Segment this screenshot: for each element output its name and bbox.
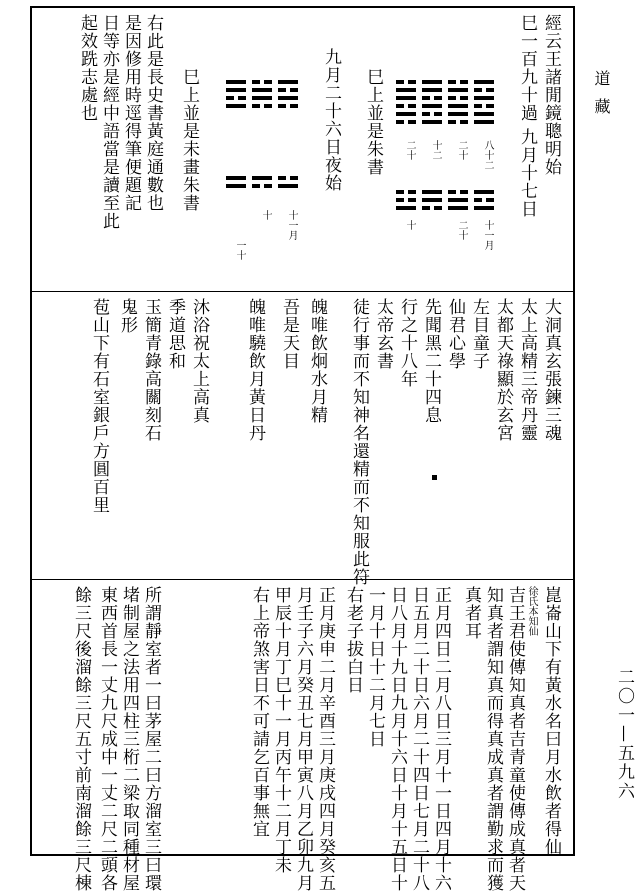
text-column: 甲辰十月丁巳十一月丙午十二月丁未 bbox=[271, 586, 291, 874]
text-column: 仙君心學 bbox=[445, 298, 465, 370]
hexagram-line bbox=[448, 198, 468, 202]
hexagram-line bbox=[474, 190, 494, 194]
text-column: 堵制屋之法用四柱三桁二梁取同種材屋 bbox=[119, 586, 139, 892]
text-column: 苞山下有石室銀戶方圓百里 bbox=[89, 298, 109, 514]
hexagram-line bbox=[474, 104, 494, 108]
hexagram-line bbox=[422, 190, 442, 194]
text-column: 左目童子 bbox=[469, 298, 489, 370]
hexagram-line bbox=[226, 96, 246, 100]
hexagram-line bbox=[278, 96, 298, 100]
text-column: 季道思和 bbox=[165, 298, 185, 370]
hexagram-line bbox=[448, 120, 468, 124]
hexagram-line bbox=[448, 88, 468, 92]
text-column: 知真者謂知真而得真成真者謂勤求而獲 bbox=[483, 586, 503, 892]
text-column: 玉簡青錄高關刻石 bbox=[141, 298, 161, 442]
hexagram-line bbox=[422, 206, 442, 210]
hexagram-line bbox=[474, 88, 494, 92]
chart-label: 二十 bbox=[404, 140, 415, 160]
text-column: 九月二十六日夜始 bbox=[321, 48, 341, 192]
ink-dot bbox=[432, 475, 437, 480]
hexagram-line bbox=[396, 80, 416, 84]
hexagram-chart-left bbox=[212, 80, 312, 270]
text-column: 所謂靜室者一曰茅屋二曰方溜室三曰環 bbox=[141, 586, 161, 892]
hexagram-line bbox=[226, 80, 246, 84]
hexagram-line bbox=[278, 80, 298, 84]
text-column: 正月庚申二月辛酉三月庚戌四月癸亥五 bbox=[315, 586, 335, 892]
text-column: 太都天祿顯於玄宮 bbox=[493, 298, 513, 442]
hexagram-line bbox=[252, 80, 272, 84]
text-column: 先聞黑二十四息 bbox=[421, 298, 441, 424]
hexagram-line bbox=[396, 88, 416, 92]
text-column: 魄唯驍飲月黃日丹 bbox=[245, 298, 265, 442]
hexagram-line bbox=[252, 184, 272, 188]
text-column: 起效跣志處也 bbox=[77, 14, 97, 122]
hexagram-line bbox=[396, 96, 416, 100]
hexagram-line bbox=[278, 104, 298, 108]
hexagram-line bbox=[396, 120, 416, 124]
hexagram-line bbox=[396, 198, 416, 202]
text-column: 徒行事而不知神名還精而不知服此符 bbox=[349, 298, 369, 586]
chart-label: 二十 bbox=[456, 140, 467, 160]
text-column: 巳一百九十過 bbox=[517, 14, 537, 122]
hexagram-line bbox=[396, 190, 416, 194]
hexagram-line bbox=[422, 88, 442, 92]
hexagram-line bbox=[474, 198, 494, 202]
hexagram-line bbox=[448, 96, 468, 100]
chart-label: 二十 bbox=[456, 220, 467, 240]
chart-label: 十二 bbox=[430, 140, 441, 160]
page-number: 二〇一—五九六 bbox=[614, 668, 634, 801]
hexagram-line bbox=[226, 184, 246, 188]
hexagram-line bbox=[448, 206, 468, 210]
text-column: 巳上並是朱書 bbox=[363, 68, 383, 176]
hexagram-line bbox=[252, 88, 272, 92]
hexagram-line bbox=[278, 88, 298, 92]
hexagram-line bbox=[396, 104, 416, 108]
text-column: 崑崙山下有黃水名曰月水飲者得仙 bbox=[541, 586, 561, 856]
hexagram-line bbox=[278, 184, 298, 188]
chart-label: 十 bbox=[404, 220, 415, 230]
text-column: 太上高精三帝丹靈 bbox=[517, 298, 537, 442]
text-column: 經云王諸閒鏡聰明始 bbox=[541, 14, 561, 176]
text-column: 鬼形 bbox=[117, 298, 137, 334]
hexagram-line bbox=[252, 176, 272, 180]
hexagram-line bbox=[474, 96, 494, 100]
text-column: 右老子拔白日 bbox=[343, 586, 363, 694]
hexagram-line bbox=[252, 96, 272, 100]
hexagram-line bbox=[422, 112, 442, 116]
hexagram-line bbox=[422, 120, 442, 124]
chart-label: 一十 bbox=[234, 240, 245, 260]
collection-label: 道藏 bbox=[592, 70, 611, 126]
text-column-note: 徐氏本知仙 bbox=[526, 586, 537, 636]
hexagram-line bbox=[474, 120, 494, 124]
text-column: 一月十日十二月七日 bbox=[365, 586, 385, 748]
hexagram-chart-right bbox=[392, 80, 502, 270]
hexagram-line bbox=[422, 96, 442, 100]
text-column: 真者耳 bbox=[461, 586, 481, 640]
hexagram-line bbox=[448, 112, 468, 116]
section-middle bbox=[32, 292, 573, 586]
text-column: 日等亦是經中語當是讀至此 bbox=[99, 14, 119, 230]
chart-label: 十一月 bbox=[286, 210, 297, 240]
text-column: 東西首長一丈九尺成中一丈二尺二頭各 bbox=[97, 586, 117, 892]
text-column: 右上帝煞害日不可請乞百事無宜 bbox=[249, 586, 269, 838]
hexagram-line bbox=[422, 80, 442, 84]
hexagram-line bbox=[448, 80, 468, 84]
hexagram-line bbox=[226, 176, 246, 180]
hexagram-line bbox=[422, 198, 442, 202]
section-upper bbox=[32, 8, 573, 292]
chart-label: 八十二 bbox=[482, 140, 493, 170]
chart-label: 十 bbox=[260, 210, 271, 220]
hexagram-line bbox=[226, 104, 246, 108]
text-column: 正月四日二月八日三月十一日四月十六 bbox=[431, 586, 451, 892]
hexagram-line bbox=[474, 206, 494, 210]
text-column: 右此是長史書黃庭通數也 bbox=[143, 14, 163, 212]
text-column: 九月十七日 bbox=[517, 128, 537, 218]
hexagram-line bbox=[252, 104, 272, 108]
text-column: 魄唯飲炯水月精 bbox=[307, 298, 327, 424]
text-column: 吉王君使傳知真者吉青童使傳成真者天 bbox=[505, 586, 525, 892]
hexagram-line bbox=[448, 190, 468, 194]
text-column: 沐浴祝太上高真 bbox=[189, 298, 209, 424]
hexagram-line bbox=[474, 112, 494, 116]
text-column: 日八月十九日九月十六日十月十五日十 bbox=[387, 586, 407, 892]
hexagram-line bbox=[448, 104, 468, 108]
hexagram-line bbox=[396, 206, 416, 210]
section-lower bbox=[32, 580, 573, 892]
text-column: 是因修用時逕得筆便題記 bbox=[121, 14, 141, 212]
text-column: 太帝玄書 bbox=[373, 298, 393, 370]
hexagram-line bbox=[422, 104, 442, 108]
text-column: 月壬子六月癸丑七月甲寅八月乙卯九月 bbox=[293, 586, 313, 892]
hexagram-line bbox=[396, 112, 416, 116]
hexagram-line bbox=[226, 88, 246, 92]
text-column: 日五月二十日六月二十四日七月二十八 bbox=[409, 586, 429, 892]
text-column: 餘三尺後溜餘三尺五寸前南溜餘三尺棟 bbox=[71, 586, 91, 892]
chart-label: 十一月 bbox=[482, 220, 493, 250]
text-column: 行之十八年 bbox=[397, 298, 417, 388]
hexagram-line bbox=[278, 176, 298, 180]
text-column: 巳上並是未畫朱書 bbox=[179, 68, 199, 212]
text-column: 吾是天目 bbox=[279, 298, 299, 370]
hexagram-line bbox=[474, 80, 494, 84]
text-column: 大洞真玄張鍊三魂 bbox=[541, 298, 561, 442]
page-frame bbox=[30, 6, 575, 892]
